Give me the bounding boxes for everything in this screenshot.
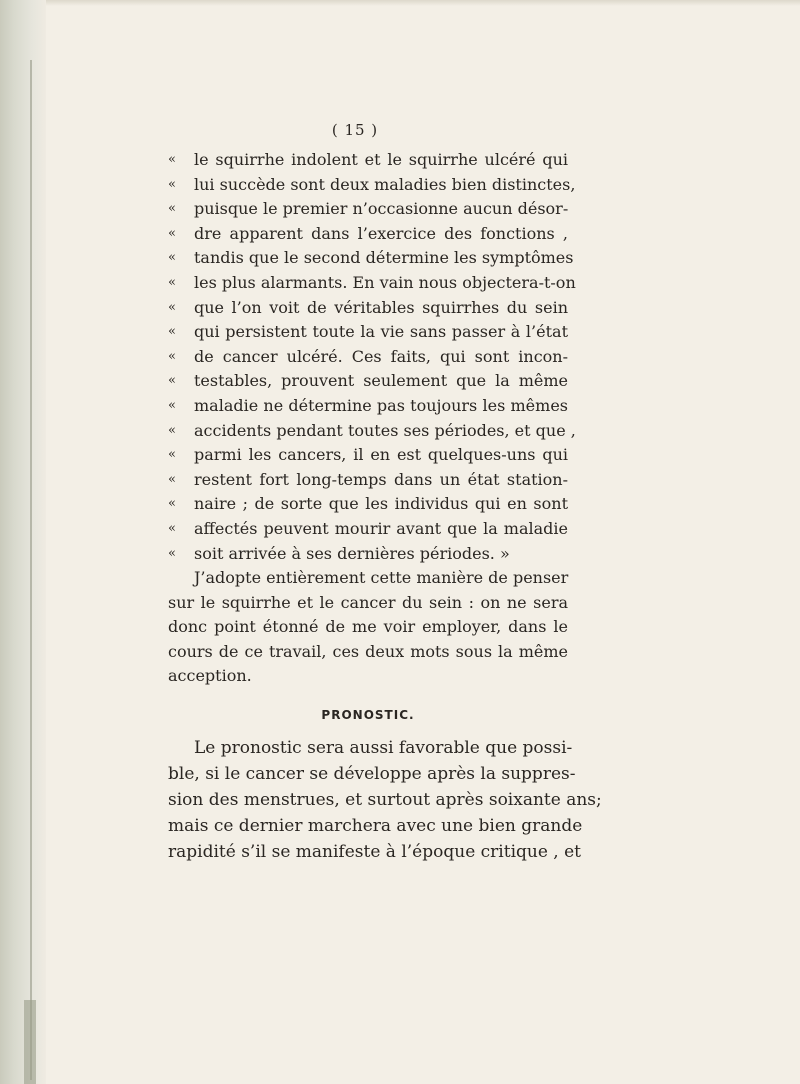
quote-marker: «	[168, 152, 176, 167]
quote-line: « soit arrivée à ses dernières périodes. »	[168, 542, 568, 567]
quote-line: « dre apparent dans l’exercice des fonctions ,	[168, 222, 568, 247]
quote-marker: «	[168, 324, 176, 340]
quote-marker: «	[168, 520, 176, 536]
quote-line: « accidents pendant toutes ses périodes, et que ,	[168, 419, 568, 444]
page-top-edge	[46, 0, 800, 6]
quote-marker: «	[168, 250, 176, 266]
quote-marker: «	[168, 225, 176, 241]
quote-marker: «	[168, 299, 176, 315]
paragraph-line: acception.	[168, 666, 252, 686]
quote-line: « les plus alarmants. En vain nous objectera-t-on	[168, 271, 568, 296]
quote-marker: «	[168, 348, 176, 364]
paragraph-line: sur le squirrhe et le cancer du sein : on ne sera	[168, 592, 568, 612]
text-body	[168, 148, 602, 865]
quote-line: « lui succède sont deux maladies bien distinctes,	[168, 173, 568, 198]
quote-line: « naire ; de sorte que les individus qui en sont	[168, 492, 568, 517]
paragraph-prognosis	[168, 735, 602, 865]
section-heading: PRONOSTIC.	[321, 708, 415, 723]
binding-gutter	[0, 0, 46, 1084]
quote-line: « puisque le premier n’occasionne aucun désor-	[168, 197, 568, 222]
quote-line: « testables, prouvent seulement que la même	[168, 369, 568, 394]
quote-line: « que l’on voit de véritables squirrhes du sein	[168, 296, 568, 321]
quote-marker: «	[168, 496, 176, 512]
paragraph-line: rapidité s’il se manifeste à l’époque critique , et	[168, 842, 582, 863]
paragraph-adoption	[168, 566, 568, 689]
quote-marker: «	[168, 176, 176, 192]
quote-line: « maladie ne détermine pas toujours les mêmes	[168, 394, 568, 419]
binding-spine-shadow	[24, 1000, 36, 1084]
paragraph-line: donc point étonné de me voir employer, dans le	[168, 617, 568, 637]
quote-marker: «	[168, 274, 176, 290]
paragraph-line: cours de ce travail, ces deux mots sous la même	[168, 641, 568, 661]
paragraph-line: J’adopte entièrement cette manière de penser	[194, 568, 569, 588]
quote-line: « affectés peuvent mourir avant que la maladie	[168, 517, 568, 542]
quote-marker: «	[168, 447, 176, 463]
paragraph-line: ble, si le cancer se développe après la suppres-	[168, 764, 576, 785]
quote-marker: «	[168, 471, 176, 487]
binding-edge-line	[30, 60, 32, 1080]
quote-line: « de cancer ulcéré. Ces faits, qui sont incon-	[168, 345, 568, 370]
quote-line: « restent fort long-temps dans un état station-	[168, 468, 568, 493]
paragraph-line: mais ce dernier marchera avec une bien grande	[168, 816, 583, 837]
quote-marker: «	[168, 201, 176, 217]
page-number: ( 15 )	[331, 121, 379, 139]
paragraph-line: sion des menstrues, et surtout après soixante ans;	[168, 790, 602, 811]
paragraph-line: Le pronostic sera aussi favorable que possi-	[194, 738, 573, 759]
quote-line: « le squirrhe indolent et le squirrhe ulcéré qui	[168, 148, 568, 173]
quote-marker: «	[168, 422, 176, 438]
quote-line: « parmi les cancers, il en est quelques-uns qui	[168, 443, 568, 468]
quote-line: « qui persistent toute la vie sans passer à l’état	[168, 320, 568, 345]
quote-marker: «	[168, 373, 176, 389]
quote-marker: «	[168, 397, 176, 413]
quote-line: « tandis que le second détermine les symptômes	[168, 246, 568, 271]
quote-marker: «	[168, 545, 176, 561]
quoted-passage	[168, 148, 576, 566]
